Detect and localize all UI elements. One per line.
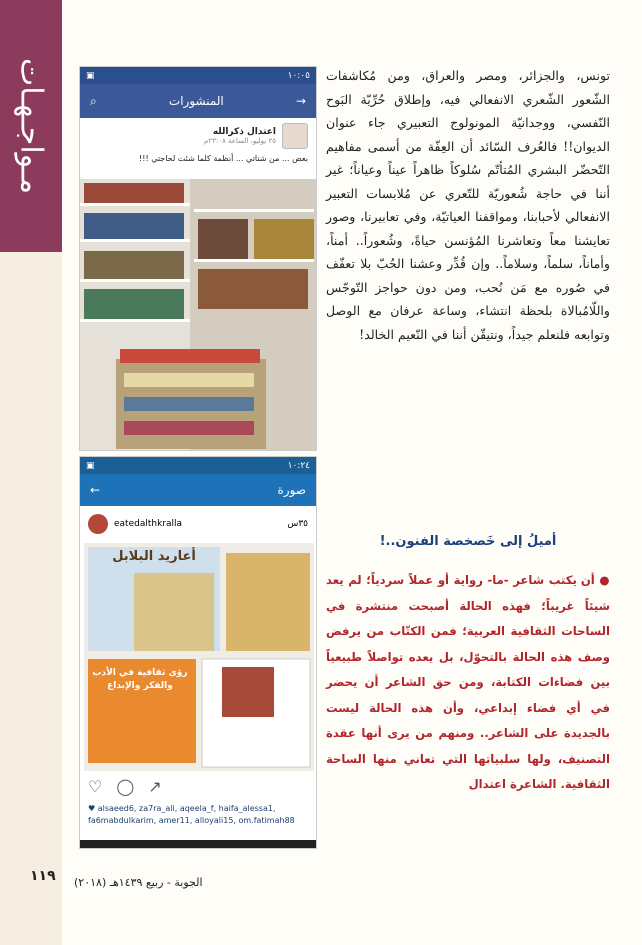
search-icon: ⌕: [90, 93, 97, 108]
status-time: ١٠:٠٥: [287, 70, 310, 81]
heart-icon: ♡: [88, 777, 103, 796]
share-icon: ↗: [148, 777, 162, 796]
status-icons: ▣: [86, 70, 95, 81]
book1-title: أعاريد البلابل: [112, 549, 196, 564]
ig-actions: [88, 777, 162, 796]
red-paragraph: [326, 568, 610, 798]
likes-list: alsaeed6, za7ra_ali, aqeela_f, haifa_alessa1, fa6mabdulkarim, amer11, alloyali15, om.fatimah88: [88, 804, 295, 825]
page-number: ١١٩: [30, 868, 56, 884]
footer-issue: الجوبة - ربيع ١٤٣٩هـ (٢٠١٨): [74, 876, 203, 889]
fb-header: [80, 84, 316, 118]
heart-icon: ♥: [88, 804, 98, 813]
side-strip: [0, 252, 62, 945]
ig-header: [80, 474, 316, 506]
red-paragraph-text: أن يكتب شاعر -ما- رواية أو عملاً سردياً؛ لم يعد شيئاً غريباً؛ فهذه الحالة أصبحت منتشرة في الساحات الثقافية العربية؛ فمن الكتّاب من يرفض وصف هذه الحالة بالتحوّل، بل يعده تواصلاً طبيعياً بين فضاءات الكتابة، ومن حق الشاعر أن يحضر في أي فضاء إبداعي، وأن هذه الحالة ليست بالجديدة على الشاعر.. ومنهم من يرى أنها عقدة التصنيف، ولها سلبياتها التي تعاني منها الساحة الثقافية. الشاعرة اعتدال: [326, 573, 610, 791]
post-date: ٢٥ يوليو، الساعة ٢٣:٠٨م: [203, 137, 276, 145]
instagram-screenshot: [79, 456, 317, 849]
avatar: [88, 514, 108, 534]
section-heading: أميلُ إلى خَصخصة الفنون..!: [379, 534, 557, 549]
back-arrow-icon: →: [295, 94, 306, 108]
body-paragraph: تونس، والجزائر، ومصر والعراق، ومن مُكاشفات الشّعور الشّعري الانفعالي فيه، وإطلاق حُرِّيّة البَوح النّفسي، ووجدانيّة المونولوج التعبيري جاء عنوان الديوان!! فالعُرف السّائد أن العِفّة من أسمى مفاهيم التّحضّر البشري المُتأتّم سُلوكاً ظاهراً عيناً وعياناً؛ غير أننا في حاجة شُعوريّة للتّعري عن مُلابسات التعبير الانفعالي لأحبابنا، ومواقفنا العياتيّة، وفي تعابيرنا، وصور تعايشنا معاً وتعاشرنا المُؤنسن حياةً، وشُعوراً.. أمناً، وأماناً، سلماً، وسلاماً.. وإن قُدِّر وعشنا الحُبّ بلا تعفّف في صُوره مع مَن نُحب، ومن دون حواجز التّوجّس واللّامُبالاة بلحظة انتشاء، وساعة عرفان مع الوصل وتوابعه فلنعلم جيداً، ونتيقّن أننا في النّعيم الخالد!: [326, 68, 610, 342]
section-tab: [0, 0, 62, 252]
ig-header-title: صورة: [277, 483, 306, 497]
bullet-icon: ●: [594, 573, 610, 587]
phone-nav-bar: [80, 840, 317, 848]
avatar: [282, 123, 308, 149]
ig-username: eatedalthkralla: [114, 519, 183, 529]
status-bar: [80, 67, 316, 84]
books-photo: [84, 543, 314, 771]
status-icons: ▣: [86, 460, 95, 471]
book2-title: رؤى ثقافية في الأدب والفكر والإبداع: [92, 668, 188, 691]
ig-time: ٣٥س: [287, 519, 308, 529]
ig-likes: [88, 803, 310, 827]
post-header: [80, 118, 316, 154]
ig-post-header: [80, 506, 316, 542]
comment-icon: ◯: [116, 777, 135, 796]
back-arrow-icon: ←: [90, 483, 101, 497]
status-bar: [80, 457, 316, 474]
post-author: اعتدال ذكرالله: [212, 127, 276, 137]
post-caption: بعض ... من شتاتي ... أنظمة كلما شئت لحاجتي !!!: [139, 154, 308, 163]
ig-user: [88, 514, 182, 534]
status-time: ١٠:٢٤: [287, 460, 310, 471]
bookshelf-photo: [80, 179, 317, 451]
fb-header-title: المنشورات: [168, 94, 224, 108]
section-tab-label: مـواجـهـات: [13, 57, 49, 195]
facebook-screenshot: [79, 66, 317, 451]
